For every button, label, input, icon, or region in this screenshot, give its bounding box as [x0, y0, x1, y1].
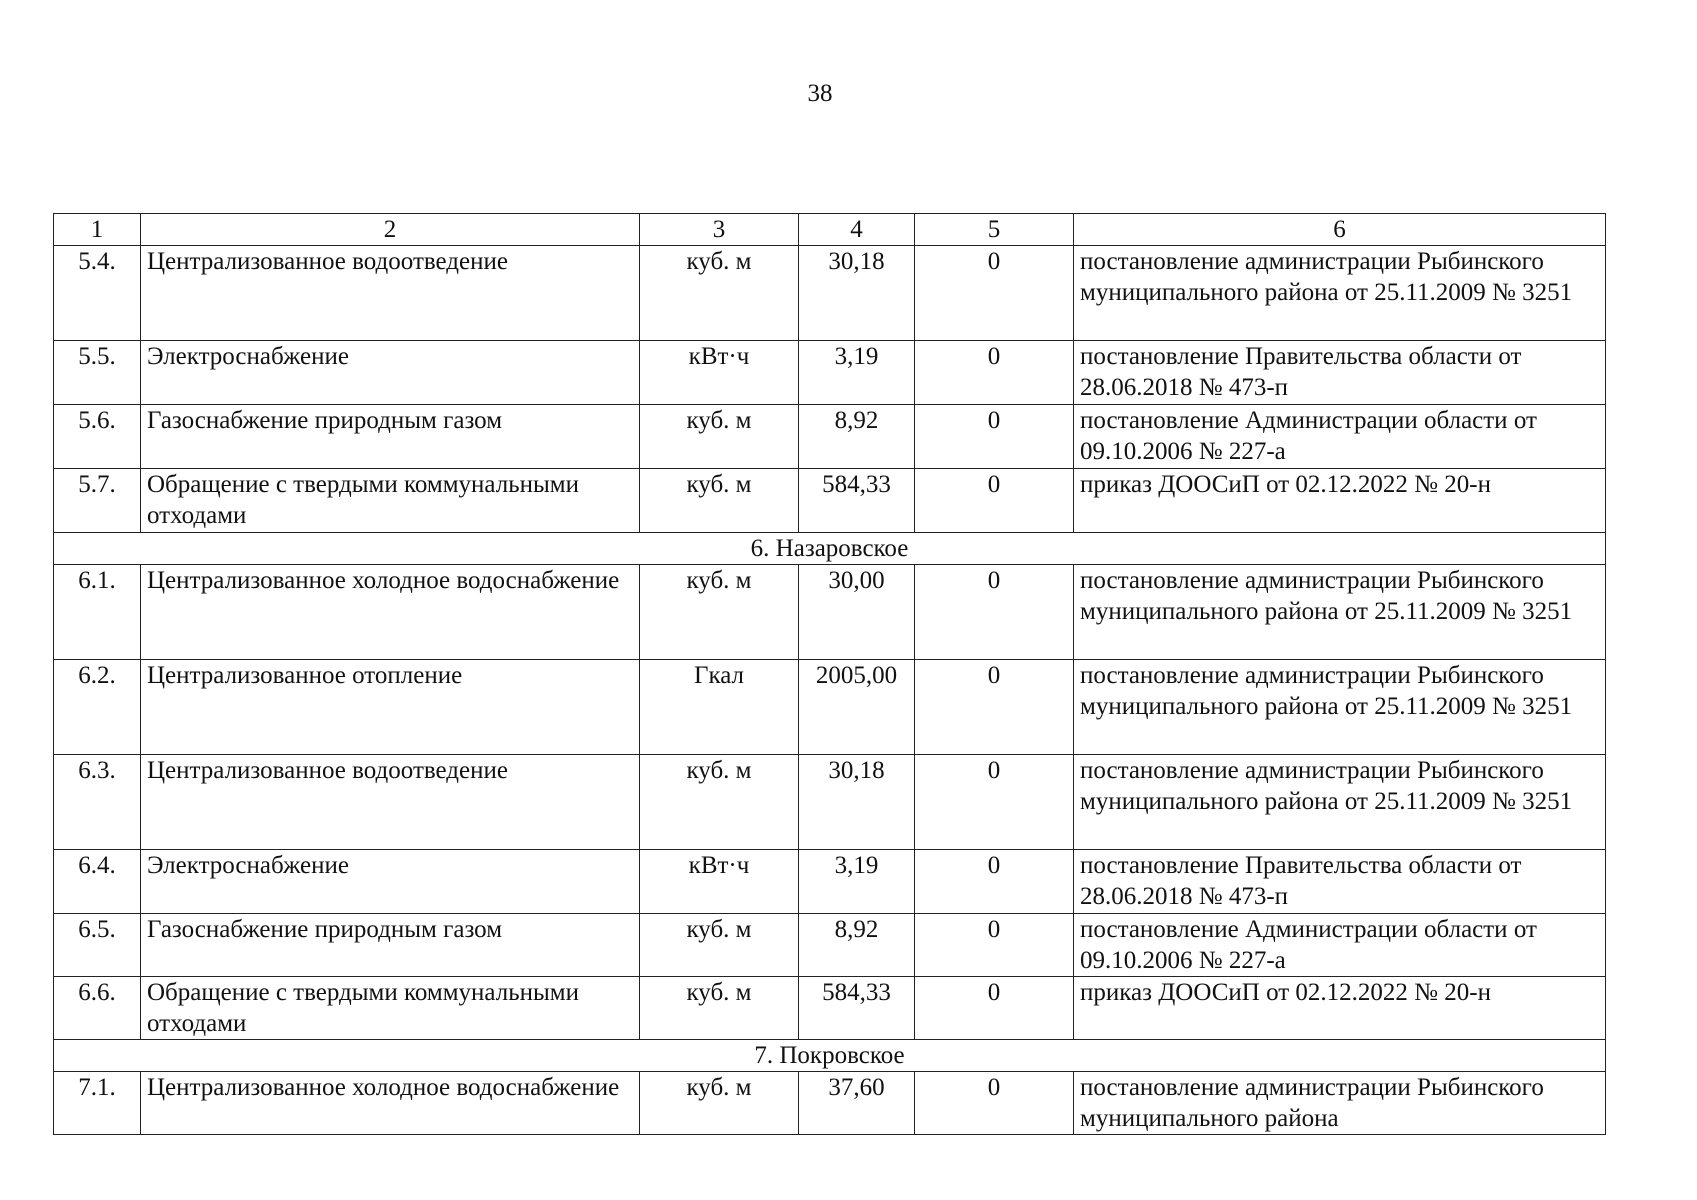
- column-header: 6: [1074, 214, 1606, 246]
- col5-value: 0: [915, 914, 1074, 977]
- service-name: Централизованное водоотведение: [141, 246, 640, 341]
- column-header: 2: [141, 214, 640, 246]
- table-row: [54, 755, 1606, 850]
- legal-basis: постановление Правительства области от 28.06.2018 № 473-п: [1074, 850, 1606, 914]
- section-title: 7. Покровское: [54, 1040, 1606, 1072]
- table-row: [54, 1072, 1606, 1135]
- table-row: [54, 246, 1606, 341]
- legal-basis: постановление Администрации области от 09.10.2006 № 227-а: [1074, 914, 1606, 977]
- service-name: Газоснабжение природным газом: [141, 405, 640, 469]
- service-name: Обращение с твердыми коммунальными отходами: [141, 977, 640, 1040]
- table-row: [54, 341, 1606, 405]
- row-number: 6.3.: [54, 755, 141, 850]
- legal-basis: приказ ДООСиП от 02.12.2022 № 20-н: [1074, 469, 1606, 533]
- norm-value: 8,92: [799, 405, 915, 469]
- legal-basis: постановление администрации Рыбинского муниципального района от 25.11.2009 № 3251: [1074, 660, 1606, 755]
- norm-value: 584,33: [799, 469, 915, 533]
- unit: куб. м: [640, 405, 799, 469]
- norm-value: 8,92: [799, 914, 915, 977]
- row-number: 7.1.: [54, 1072, 141, 1135]
- row-number: 5.5.: [54, 341, 141, 405]
- legal-basis: постановление администрации Рыбинского муниципального района: [1074, 1072, 1606, 1135]
- unit: куб. м: [640, 755, 799, 850]
- service-name: Электроснабжение: [141, 341, 640, 405]
- norm-value: 37,60: [799, 1072, 915, 1135]
- row-number: 6.2.: [54, 660, 141, 755]
- column-number-row: [54, 214, 1606, 246]
- col5-value: 0: [915, 755, 1074, 850]
- table-row: [54, 850, 1606, 914]
- section-row: [54, 1040, 1606, 1072]
- table-row: [54, 660, 1606, 755]
- col5-value: 0: [915, 405, 1074, 469]
- service-name: Централизованное холодное водоснабжение: [141, 565, 640, 660]
- unit: куб. м: [640, 469, 799, 533]
- tariff-table: [53, 213, 1606, 1135]
- row-number: 6.1.: [54, 565, 141, 660]
- column-header: 5: [915, 214, 1074, 246]
- norm-value: 30,18: [799, 755, 915, 850]
- norm-value: 30,18: [799, 246, 915, 341]
- table-row: [54, 469, 1606, 533]
- col5-value: 0: [915, 850, 1074, 914]
- page-number: 38: [807, 80, 833, 107]
- column-header: 1: [54, 214, 141, 246]
- col5-value: 0: [915, 565, 1074, 660]
- unit: куб. м: [640, 565, 799, 660]
- service-name: Централизованное отопление: [141, 660, 640, 755]
- col5-value: 0: [915, 469, 1074, 533]
- row-number: 6.6.: [54, 977, 141, 1040]
- legal-basis: постановление администрации Рыбинского муниципального района от 25.11.2009 № 3251: [1074, 755, 1606, 850]
- service-name: Газоснабжение природным газом: [141, 914, 640, 977]
- unit: куб. м: [640, 977, 799, 1040]
- norm-value: 2005,00: [799, 660, 915, 755]
- row-number: 6.4.: [54, 850, 141, 914]
- col5-value: 0: [915, 977, 1074, 1040]
- legal-basis: приказ ДООСиП от 02.12.2022 № 20-н: [1074, 977, 1606, 1040]
- norm-value: 3,19: [799, 850, 915, 914]
- unit: кВт·ч: [640, 850, 799, 914]
- table-row: [54, 914, 1606, 977]
- section-row: [54, 533, 1606, 565]
- table-row: [54, 977, 1606, 1040]
- unit: куб. м: [640, 1072, 799, 1135]
- legal-basis: постановление администрации Рыбинского муниципального района от 25.11.2009 № 3251: [1074, 246, 1606, 341]
- unit: куб. м: [640, 914, 799, 977]
- col5-value: 0: [915, 1072, 1074, 1135]
- section-title: 6. Назаровское: [54, 533, 1606, 565]
- row-number: 5.4.: [54, 246, 141, 341]
- col5-value: 0: [915, 660, 1074, 755]
- legal-basis: постановление администрации Рыбинского муниципального района от 25.11.2009 № 3251: [1074, 565, 1606, 660]
- table-row: [54, 565, 1606, 660]
- row-number: 5.6.: [54, 405, 141, 469]
- unit: Гкал: [640, 660, 799, 755]
- norm-value: 30,00: [799, 565, 915, 660]
- norm-value: 3,19: [799, 341, 915, 405]
- legal-basis: постановление Администрации области от 09.10.2006 № 227-а: [1074, 405, 1606, 469]
- col5-value: 0: [915, 341, 1074, 405]
- column-header: 4: [799, 214, 915, 246]
- unit: кВт·ч: [640, 341, 799, 405]
- column-header: 3: [640, 214, 799, 246]
- table-row: [54, 405, 1606, 469]
- legal-basis: постановление Правительства области от 28.06.2018 № 473-п: [1074, 341, 1606, 405]
- service-name: Централизованное холодное водоснабжение: [141, 1072, 640, 1135]
- norm-value: 584,33: [799, 977, 915, 1040]
- col5-value: 0: [915, 246, 1074, 341]
- unit: куб. м: [640, 246, 799, 341]
- row-number: 5.7.: [54, 469, 141, 533]
- service-name: Централизованное водоотведение: [141, 755, 640, 850]
- row-number: 6.5.: [54, 914, 141, 977]
- service-name: Обращение с твердыми коммунальными отходами: [141, 469, 640, 533]
- service-name: Электроснабжение: [141, 850, 640, 914]
